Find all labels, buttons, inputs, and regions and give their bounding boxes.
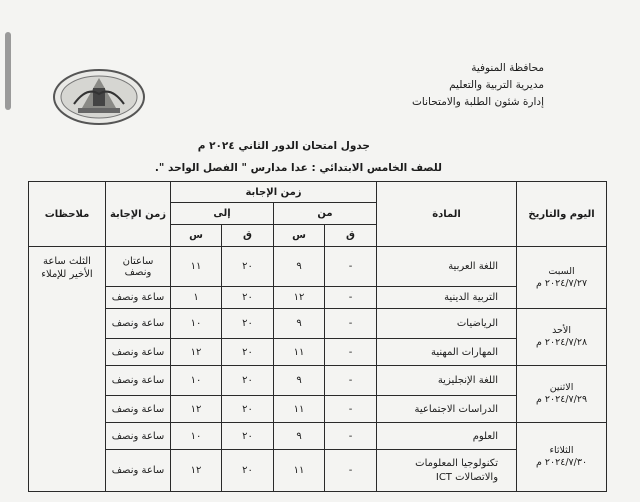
table-row — [29, 247, 607, 287]
to-minute-cell: ٢٠ — [222, 339, 274, 366]
day-date-cell — [517, 247, 607, 309]
from-hour-cell: ١٢ — [274, 287, 325, 309]
from-hour-cell: ٩ — [274, 423, 325, 450]
day-date: ٢٠٢٤/٧/٢٩ م — [536, 394, 588, 405]
duration-cell: ساعة ونصف — [106, 309, 171, 339]
duration-cell: ساعة ونصف — [106, 366, 171, 396]
document-subtitle: للصف الخامس الابتدائي : عدا مدارس " الفصل الواحد ". — [154, 162, 442, 174]
header-to: إلى — [171, 203, 274, 225]
from-minute-cell: - — [325, 396, 377, 423]
to-hour-cell: ١٠ — [171, 423, 222, 450]
from-hour-cell: ١١ — [274, 396, 325, 423]
from-minute-cell: - — [325, 366, 377, 396]
header-notes: ملاحظات — [29, 182, 106, 247]
day-date: ٢٠٢٤/٧/٣٠ م — [536, 457, 588, 468]
day-name: السبت — [548, 265, 575, 277]
from-minute-cell: - — [325, 247, 377, 287]
to-minute-cell: ٢٠ — [222, 309, 274, 339]
to-hour-cell: ١٠ — [171, 366, 222, 396]
header-duration: زمن الإجابة — [106, 182, 171, 247]
to-hour-cell: ١٢ — [171, 450, 222, 492]
subject-cell: المهارات المهنية — [377, 339, 517, 366]
duration-cell: ساعة ونصف — [106, 396, 171, 423]
scroll-edge-bar — [5, 32, 11, 110]
to-minute-cell: ٢٠ — [222, 287, 274, 309]
duration-cell: ساعتان ونصف — [106, 247, 171, 287]
exam-schedule-table — [28, 181, 607, 492]
table-row — [29, 366, 607, 396]
table-row — [29, 423, 607, 450]
from-hour-cell: ٩ — [274, 309, 325, 339]
day-date-cell — [517, 423, 607, 492]
subject-cell: اللغة الإنجليزية — [377, 366, 517, 396]
institution-header — [304, 60, 544, 111]
day-name: الثلاثاء — [549, 445, 574, 456]
day-date-cell — [517, 366, 607, 423]
from-minute-cell: - — [325, 309, 377, 339]
from-minute-cell: - — [325, 287, 377, 309]
ministry-logo — [52, 64, 146, 128]
from-minute-cell: - — [325, 423, 377, 450]
to-hour-cell: ١ — [171, 287, 222, 309]
day-date: ٢٠٢٤/٧/٢٧ م — [536, 277, 588, 289]
table-row — [29, 309, 607, 339]
subject-cell: تكنولوجيا المعلومات والاتصالات ICT — [377, 450, 517, 492]
duration-cell: ساعة ونصف — [106, 450, 171, 492]
day-date-cell — [517, 309, 607, 366]
to-minute-cell: ٢٠ — [222, 366, 274, 396]
from-minute-cell: - — [325, 339, 377, 366]
subject-cell: الرياضيات — [377, 309, 517, 339]
department-label: إدارة شئون الطلبة والامتحانات — [412, 96, 544, 108]
subject-cell: اللغة العربية — [377, 247, 517, 287]
to-minute-cell: ٢٠ — [222, 247, 274, 287]
to-hour-cell: ١٢ — [171, 339, 222, 366]
from-hour-cell: ١١ — [274, 339, 325, 366]
notes-cell — [29, 247, 106, 492]
to-hour-cell: ١٠ — [171, 309, 222, 339]
header-to-hour: س — [171, 225, 222, 247]
from-hour-cell: ١١ — [274, 450, 325, 492]
subject-cell: التربية الدينية — [377, 287, 517, 309]
header-from: من — [274, 203, 377, 225]
duration-cell: ساعة ونصف — [106, 423, 171, 450]
subject-cell: العلوم — [377, 423, 517, 450]
to-hour-cell: ١٢ — [171, 396, 222, 423]
header-day-date: اليوم والتاريخ — [517, 182, 607, 247]
header-from-minute: ق — [325, 225, 377, 247]
to-hour-cell: ١١ — [171, 247, 222, 287]
day-name: الأحد — [552, 325, 571, 336]
day-date: ٢٠٢٤/٧/٢٨ م — [536, 337, 588, 348]
to-minute-cell: ٢٠ — [222, 396, 274, 423]
duration-cell: ساعة ونصف — [106, 287, 171, 309]
to-minute-cell: ٢٠ — [222, 423, 274, 450]
day-name: الاثنين — [549, 382, 574, 393]
duration-cell: ساعة ونصف — [106, 339, 171, 366]
header-from-hour: س — [274, 225, 325, 247]
from-minute-cell: - — [325, 450, 377, 492]
to-minute-cell: ٢٠ — [222, 450, 274, 492]
from-hour-cell: ٩ — [274, 366, 325, 396]
subject-cell: الدراسات الاجتماعية — [377, 396, 517, 423]
header-to-minute: ق — [222, 225, 274, 247]
header-subject: المادة — [377, 182, 517, 247]
directorate-label: مديرية التربية والتعليم — [449, 79, 544, 91]
governorate-label: محافظة المنوفية — [471, 62, 544, 74]
notes-text: الثلث ساعة الأخير للإملاء — [41, 256, 93, 280]
from-hour-cell: ٩ — [274, 247, 325, 287]
document-title: جدول امتحان الدور الثاني ٢٠٢٤ م — [197, 140, 370, 152]
header-answer-time-group: زمن الإجابة — [171, 182, 377, 203]
